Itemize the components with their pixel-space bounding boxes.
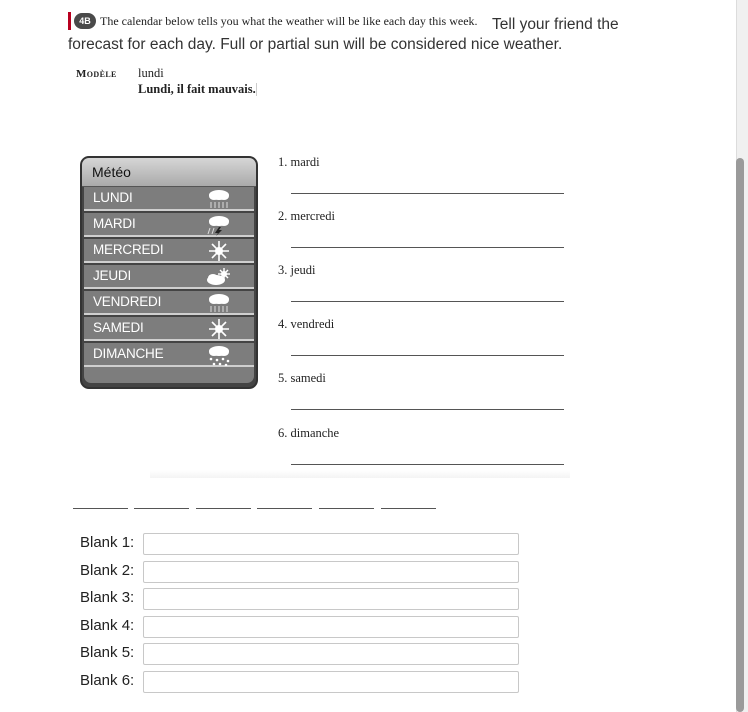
instructions-line-2: forecast for each day. Full or partial sun will be considered nice weather. bbox=[68, 36, 563, 53]
weather-calendar-footer bbox=[84, 367, 254, 383]
blank-4-label: Blank 4: bbox=[80, 617, 135, 634]
blank-3-input[interactable] bbox=[143, 588, 519, 610]
snow-icon bbox=[205, 344, 233, 366]
modele-word: lundi bbox=[138, 66, 164, 80]
answer-line-6 bbox=[291, 464, 564, 465]
weather-day: JEUDI bbox=[93, 268, 132, 283]
blank-line bbox=[196, 508, 251, 509]
image-edge bbox=[150, 470, 570, 478]
thunderstorm-icon bbox=[205, 214, 233, 236]
weather-day: DIMANCHE bbox=[93, 346, 164, 361]
rain-icon bbox=[205, 292, 233, 314]
sun-icon bbox=[205, 318, 233, 340]
instructions-line-1: Tell your friend the bbox=[492, 16, 619, 33]
blank-line bbox=[319, 508, 374, 509]
partly-sunny-icon bbox=[205, 266, 233, 288]
weather-calendar-header bbox=[82, 158, 256, 187]
answer-line-5 bbox=[291, 409, 564, 410]
scrollbar-thumb[interactable] bbox=[736, 158, 744, 712]
weather-day: VENDREDI bbox=[93, 294, 162, 309]
weather-row-jeudi bbox=[84, 265, 254, 289]
weather-day: MARDI bbox=[93, 216, 136, 231]
blank-1-label: Blank 1: bbox=[80, 534, 135, 551]
question-2: 2. mercredi bbox=[278, 209, 335, 223]
blank-2-label: Blank 2: bbox=[80, 562, 135, 579]
weather-day: SAMEDI bbox=[93, 320, 144, 335]
blank-line bbox=[134, 508, 189, 509]
question-3: 3. jeudi bbox=[278, 263, 316, 277]
blank-line bbox=[257, 508, 312, 509]
modele-label: Modèle bbox=[76, 68, 117, 80]
weather-calendar-title: Météo bbox=[92, 164, 131, 180]
answer-line-2 bbox=[291, 247, 564, 248]
instructions-serif: The calendar below tells you what the weather will be like each day this week. bbox=[100, 14, 478, 28]
blank-6-input[interactable] bbox=[143, 671, 519, 693]
blank-5-input[interactable] bbox=[143, 643, 519, 665]
weather-row-dimanche bbox=[84, 343, 254, 367]
blank-5-label: Blank 5: bbox=[80, 644, 135, 661]
weather-row-samedi bbox=[84, 317, 254, 341]
weather-row-vendredi bbox=[84, 291, 254, 315]
blank-6-label: Blank 6: bbox=[80, 672, 135, 689]
weather-row-lundi bbox=[84, 187, 254, 211]
question-5: 5. samedi bbox=[278, 371, 326, 385]
blank-1-input[interactable] bbox=[143, 533, 519, 555]
answer-line-3 bbox=[291, 301, 564, 302]
weather-row-mercredi bbox=[84, 239, 254, 263]
answer-line-4 bbox=[291, 355, 564, 356]
weather-day: MERCREDI bbox=[93, 242, 164, 257]
blank-line bbox=[381, 508, 436, 509]
question-4: 4. vendredi bbox=[278, 317, 335, 331]
activity-badge: 4B bbox=[74, 13, 96, 29]
blank-3-label: Blank 3: bbox=[80, 589, 135, 606]
modele-answer: Lundi, il fait mauvais. bbox=[138, 82, 256, 96]
question-1: 1. mardi bbox=[278, 155, 320, 169]
weather-row-mardi bbox=[84, 213, 254, 237]
sun-icon bbox=[205, 240, 233, 262]
weather-day: LUNDI bbox=[93, 190, 133, 205]
blank-line bbox=[73, 508, 128, 509]
text-cursor bbox=[256, 83, 257, 96]
section-marker bbox=[68, 12, 71, 30]
rain-icon bbox=[205, 188, 233, 210]
blank-4-input[interactable] bbox=[143, 616, 519, 638]
blank-2-input[interactable] bbox=[143, 561, 519, 583]
question-6: 6. dimanche bbox=[278, 426, 340, 440]
answer-line-1 bbox=[291, 193, 564, 194]
weather-calendar bbox=[80, 156, 258, 389]
